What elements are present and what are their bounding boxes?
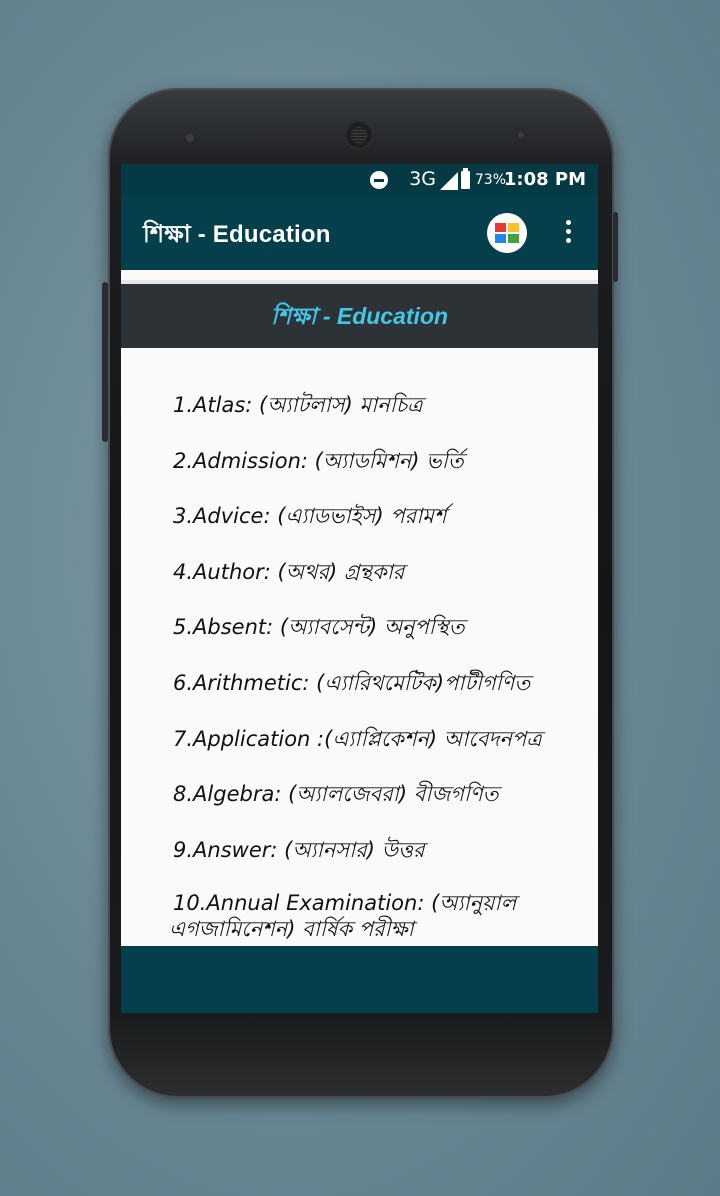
front-camera [186, 134, 194, 142]
list-item: 6.Arithmetic: (এ্যারিথমেটিক)পাটীগণিত [173, 670, 531, 695]
divider-strip [121, 270, 598, 284]
power-button [613, 212, 618, 282]
list-item: 4.Author: (অথর) গ্রন্থকার [173, 559, 405, 584]
battery-percentage: 73% [474, 172, 506, 188]
section-header-title: শিক্ষা - Education [270, 303, 449, 329]
grid-cell-green [508, 234, 519, 243]
list-item: 5.Absent: (অ্যাবসেন্ট) অনুপস্থিত [173, 615, 465, 640]
grid-cell-yellow [508, 223, 519, 232]
status-bar [121, 164, 598, 196]
app-bar [121, 196, 598, 270]
grid-cell-blue [495, 234, 506, 243]
clock: 1:08 PM [503, 169, 586, 190]
proximity-sensor [518, 132, 524, 138]
list-item: 1.Atlas: (অ্যাটলাস) মানচিত্র [173, 393, 423, 417]
earpiece-speaker [346, 122, 372, 148]
list-item: 8.Algebra: (অ্যালজেবরা) বীজগণিত [173, 782, 499, 807]
volume-button [102, 282, 108, 442]
list-item: 2.Admission: (অ্যাডমিশন) ভর্তি [173, 448, 464, 473]
app-title: শিক্ষা - Education [143, 221, 331, 248]
list-item: 3.Advice: (এ্যাডভাইস) পরামর্শ [173, 504, 447, 529]
word-list [169, 390, 593, 942]
apps-grid-icon[interactable] [487, 213, 527, 253]
bottom-ad-bar [121, 946, 598, 1013]
screen [121, 164, 598, 1013]
grid-cell-red [495, 223, 506, 232]
do-not-disturb-icon [370, 171, 388, 189]
overflow-menu-icon[interactable] [561, 220, 575, 246]
list-item: 7.Application :(এ্যাপ্লিকেশন) আবেদনপত্র [173, 726, 542, 751]
network-type: 3G [409, 168, 436, 190]
list-item: 10.Annual Examination: (অ্যানুয়াল এগজামিনেশন) বার্ষিক পরীক্ষা [169, 891, 517, 942]
battery-icon [461, 171, 470, 189]
section-header [121, 284, 598, 348]
signal-icon [440, 172, 458, 190]
list-item: 9.Answer: (অ্যানসার) উত্তর [173, 837, 425, 862]
